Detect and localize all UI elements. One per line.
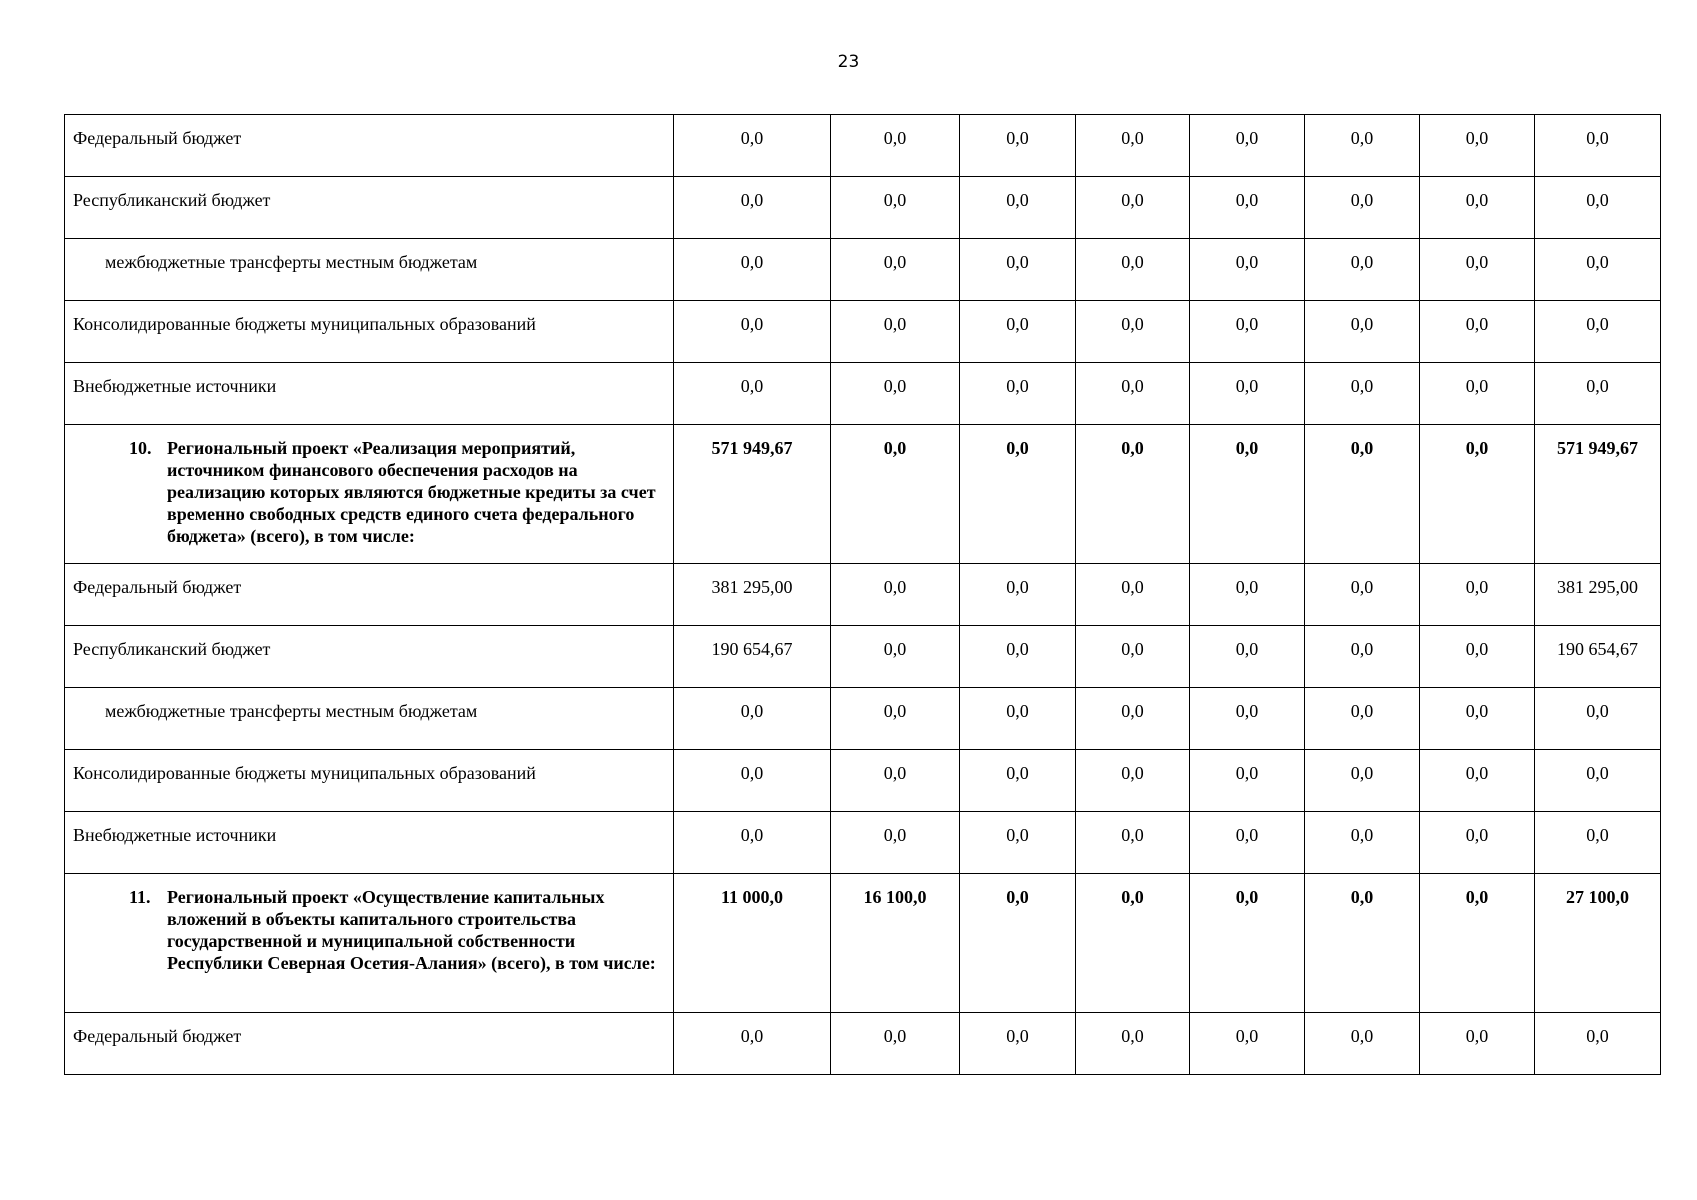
value-cell: 0,0 (1420, 425, 1535, 564)
value-cell: 0,0 (1420, 363, 1535, 425)
value-cell: 0,0 (1076, 1013, 1190, 1075)
project-number: 11. (129, 887, 151, 907)
value-cell: 0,0 (1190, 239, 1305, 301)
value-cell: 27 100,0 (1535, 874, 1661, 1013)
value-cell: 0,0 (1076, 750, 1190, 812)
page-number: 23 (837, 52, 860, 72)
value-cell: 0,0 (1305, 626, 1420, 688)
value-cell: 0,0 (960, 115, 1076, 177)
value-cell: 0,0 (960, 301, 1076, 363)
value-cell: 190 654,67 (1535, 626, 1661, 688)
row-label: Республиканский бюджет (73, 190, 271, 210)
row-label-cell (65, 115, 674, 177)
value-cell: 0,0 (1305, 177, 1420, 239)
value-cell: 0,0 (1420, 1013, 1535, 1075)
budget-table (64, 114, 1661, 1075)
value-cell: 0,0 (1420, 750, 1535, 812)
value-cell: 0,0 (1420, 626, 1535, 688)
value-cell: 0,0 (1190, 750, 1305, 812)
value-cell: 0,0 (1190, 177, 1305, 239)
table-row (65, 115, 1661, 177)
value-cell: 0,0 (1420, 115, 1535, 177)
value-cell: 0,0 (960, 688, 1076, 750)
row-label-cell (65, 564, 674, 626)
value-cell: 0,0 (1535, 177, 1661, 239)
value-cell: 0,0 (674, 1013, 831, 1075)
value-cell: 0,0 (1305, 564, 1420, 626)
table-row (65, 239, 1661, 301)
row-label: Федеральный бюджет (73, 128, 242, 148)
value-cell: 0,0 (831, 1013, 960, 1075)
row-label-cell (65, 626, 674, 688)
table-row (65, 564, 1661, 626)
project-title-cell (65, 425, 674, 564)
value-cell: 0,0 (1076, 363, 1190, 425)
table-body (65, 115, 1661, 1075)
value-cell: 0,0 (1190, 363, 1305, 425)
row-label: Консолидированные бюджеты муниципальных образований (73, 763, 536, 783)
value-cell: 0,0 (1190, 812, 1305, 874)
value-cell: 0,0 (831, 688, 960, 750)
value-cell: 0,0 (1076, 564, 1190, 626)
row-label-cell (65, 239, 674, 301)
project-number: 10. (129, 438, 152, 458)
value-cell: 0,0 (960, 564, 1076, 626)
value-cell: 0,0 (960, 363, 1076, 425)
row-label: Республиканский бюджет (73, 639, 271, 659)
row-label: Внебюджетные источники (73, 825, 277, 845)
value-cell: 0,0 (1305, 363, 1420, 425)
value-cell: 16 100,0 (831, 874, 960, 1013)
value-cell: 0,0 (1076, 812, 1190, 874)
value-cell: 0,0 (1076, 301, 1190, 363)
value-cell: 0,0 (960, 750, 1076, 812)
value-cell: 0,0 (1305, 1013, 1420, 1075)
value-cell: 0,0 (831, 239, 960, 301)
value-cell: 0,0 (1190, 301, 1305, 363)
value-cell: 0,0 (1305, 874, 1420, 1013)
value-cell: 190 654,67 (674, 626, 831, 688)
value-cell: 0,0 (1535, 1013, 1661, 1075)
table-row (65, 626, 1661, 688)
value-cell: 0,0 (1420, 239, 1535, 301)
row-label: межбюджетные трансферты местным бюджетам (105, 252, 478, 272)
value-cell: 0,0 (831, 812, 960, 874)
row-label-cell (65, 1013, 674, 1075)
value-cell: 0,0 (1190, 688, 1305, 750)
value-cell: 0,0 (831, 177, 960, 239)
value-cell: 0,0 (1535, 239, 1661, 301)
value-cell: 0,0 (1535, 115, 1661, 177)
value-cell: 0,0 (1535, 812, 1661, 874)
row-label-cell (65, 177, 674, 239)
table-row (65, 688, 1661, 750)
row-label-cell (65, 301, 674, 363)
value-cell: 0,0 (674, 750, 831, 812)
value-cell: 0,0 (1076, 425, 1190, 564)
value-cell: 0,0 (674, 688, 831, 750)
value-cell: 0,0 (831, 564, 960, 626)
value-cell: 0,0 (1076, 688, 1190, 750)
project-label: Региональный проект «Осуществление капитальных вложений в объекты капитального строительства государственной и муниципальной собственности Республики Северная Осетия-Алания» (всего), в том числе: (167, 887, 656, 973)
table-row (65, 750, 1661, 812)
value-cell: 381 295,00 (1535, 564, 1661, 626)
value-cell: 0,0 (1420, 688, 1535, 750)
row-label: Федеральный бюджет (73, 577, 242, 597)
value-cell: 0,0 (1190, 874, 1305, 1013)
value-cell: 0,0 (1076, 626, 1190, 688)
row-label-cell (65, 812, 674, 874)
row-label-cell (65, 688, 674, 750)
value-cell: 0,0 (1420, 564, 1535, 626)
value-cell: 0,0 (1076, 239, 1190, 301)
value-cell: 0,0 (831, 750, 960, 812)
value-cell: 381 295,00 (674, 564, 831, 626)
value-cell: 0,0 (1305, 425, 1420, 564)
row-label: Федеральный бюджет (73, 1026, 242, 1046)
project-title (73, 886, 665, 974)
value-cell: 0,0 (1076, 874, 1190, 1013)
value-cell: 0,0 (1305, 688, 1420, 750)
value-cell: 0,0 (1420, 301, 1535, 363)
value-cell: 0,0 (831, 363, 960, 425)
project-title (73, 437, 665, 547)
value-cell: 0,0 (960, 812, 1076, 874)
value-cell: 571 949,67 (674, 425, 831, 564)
table-row (65, 812, 1661, 874)
value-cell: 0,0 (1535, 688, 1661, 750)
value-cell: 0,0 (1305, 115, 1420, 177)
value-cell: 0,0 (674, 115, 831, 177)
value-cell: 0,0 (1535, 750, 1661, 812)
value-cell: 0,0 (674, 177, 831, 239)
value-cell: 0,0 (960, 425, 1076, 564)
value-cell: 0,0 (1420, 874, 1535, 1013)
value-cell: 0,0 (1420, 177, 1535, 239)
value-cell: 571 949,67 (1535, 425, 1661, 564)
row-label: межбюджетные трансферты местным бюджетам (105, 701, 478, 721)
project-label: Региональный проект «Реализация мероприятий, источником финансового обеспечения расходов на реализацию которых являются бюджетные кредиты за счет временно свободных средств единого счета федерального бюджета» (всего), в том числе: (167, 438, 656, 546)
row-label: Консолидированные бюджеты муниципальных образований (73, 314, 536, 334)
value-cell: 0,0 (831, 626, 960, 688)
value-cell: 0,0 (674, 301, 831, 363)
value-cell: 0,0 (1305, 812, 1420, 874)
row-label: Внебюджетные источники (73, 376, 277, 396)
value-cell: 0,0 (960, 239, 1076, 301)
value-cell: 0,0 (831, 301, 960, 363)
value-cell: 0,0 (674, 239, 831, 301)
value-cell: 0,0 (831, 115, 960, 177)
value-cell: 0,0 (1190, 115, 1305, 177)
value-cell: 0,0 (1305, 750, 1420, 812)
table-row (65, 363, 1661, 425)
value-cell: 0,0 (1305, 301, 1420, 363)
value-cell: 0,0 (1190, 1013, 1305, 1075)
project-title-cell (65, 874, 674, 1013)
project-row (65, 874, 1661, 1013)
value-cell: 0,0 (960, 874, 1076, 1013)
row-label-cell (65, 363, 674, 425)
value-cell: 0,0 (831, 425, 960, 564)
value-cell: 0,0 (1190, 425, 1305, 564)
value-cell: 0,0 (1535, 363, 1661, 425)
value-cell: 0,0 (674, 363, 831, 425)
value-cell: 0,0 (1535, 301, 1661, 363)
value-cell: 0,0 (1190, 626, 1305, 688)
value-cell: 0,0 (960, 626, 1076, 688)
project-row (65, 425, 1661, 564)
value-cell: 0,0 (960, 1013, 1076, 1075)
value-cell: 0,0 (960, 177, 1076, 239)
table-row (65, 177, 1661, 239)
table-row (65, 1013, 1661, 1075)
value-cell: 0,0 (1076, 115, 1190, 177)
row-label-cell (65, 750, 674, 812)
value-cell: 0,0 (1305, 239, 1420, 301)
value-cell: 0,0 (1190, 564, 1305, 626)
value-cell: 0,0 (1420, 812, 1535, 874)
value-cell: 11 000,0 (674, 874, 831, 1013)
value-cell: 0,0 (674, 812, 831, 874)
value-cell: 0,0 (1076, 177, 1190, 239)
table-row (65, 301, 1661, 363)
